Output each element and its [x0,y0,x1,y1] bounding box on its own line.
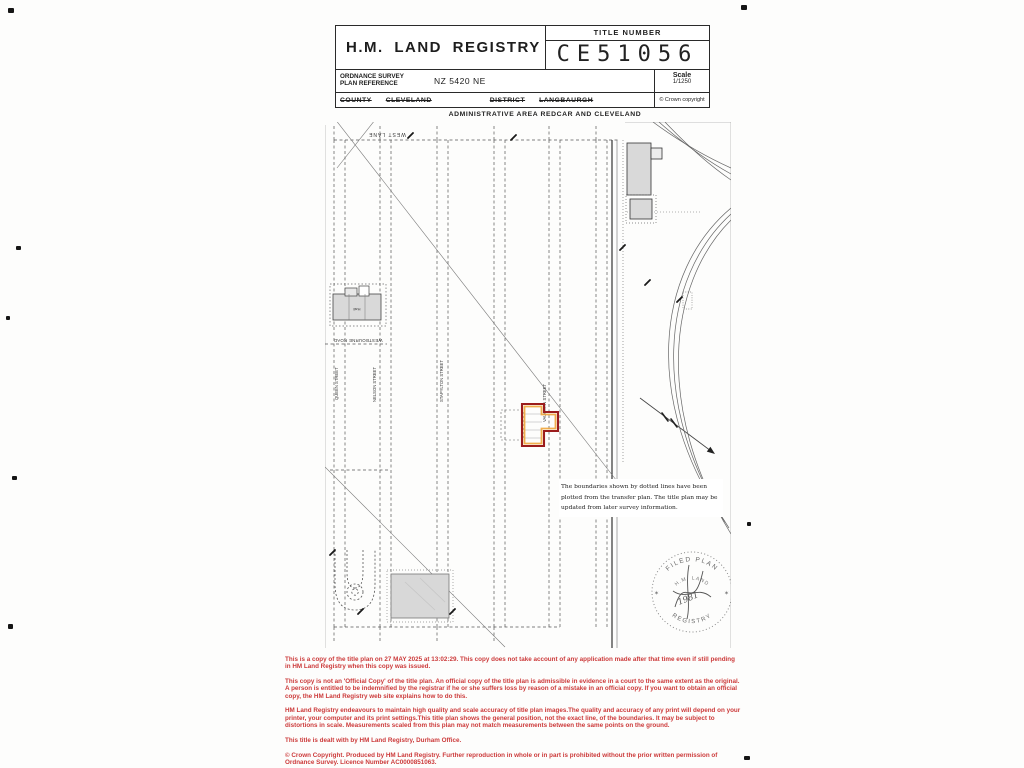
scan-speck [8,624,13,629]
footer-paragraph-crown-copyright: © Crown Copyright. Produced by HM Land Registry. Further reproduction in whole or in part is prohibited without the prior written permission of Ordnance Survey. Licence Number AC0000851063. [285,751,718,766]
org-name: H.M. LAND REGISTRY [346,39,541,56]
county-district-cell [336,93,654,108]
boundary-note: The boundaries shown by dotted lines have been plotted from the transfer plan. The title plan may be updated from later survey information. [559,479,723,517]
svg-text:H.M. LAND [674,575,710,587]
stamp-arc-bottom: REGISTRY [670,612,714,626]
footer-paragraph-accuracy: HM Land Registry endeavours to maintain high quality and scale accuracy of title plan images.The quality and accuracy of any print will depend on your printer, your computer and its print settings.This title plan shows the general position, not the exact line, of the boundaries. It may be subject to distortions in scale. Measurements scaled from this plan may not match measurements between the same points on the ground. [285,707,741,730]
district-label: DISTRICT [489,97,526,104]
scan-speck [16,246,21,250]
scale-cell [654,70,709,92]
roundabout [335,550,375,610]
building-west [330,284,386,326]
county-strikethrough [340,97,432,104]
stamp-arc-mid: H.M. LAND [673,575,711,588]
scan-speck [741,5,747,10]
westbourne-road-label: WESTBOURNE ROAD [333,338,383,343]
county-value: CLEVELAND [385,97,432,104]
street-boundary-lines [325,126,618,642]
footer-paragraph-copy-date: This is a copy of the title plan on 27 MAY 2025 at 13:02:29. This copy does not take account of any application made after that time even if still pending in HM Land Registry when this copy was issued. [285,656,735,671]
footer-paragraph-office: This title is dealt with by HM Land Registry, Durham Office. [285,736,462,744]
scale-value: 1/1250 [672,79,692,85]
parcel-red-outline [522,404,558,446]
title-number-label: TITLE NUMBER [546,26,709,41]
building-label: Hall [353,307,361,312]
svg-text:REGISTRY [671,613,714,626]
crown-copyright-note: © Crown copyright [654,93,709,108]
scan-speck [744,756,750,760]
survey-tick-marks [330,133,682,614]
filed-plan-stamp [652,552,731,632]
railway-curves [653,122,731,534]
scan-speck [8,8,14,13]
footer-warning-text [285,656,741,768]
scan-speck [6,316,10,320]
stamp-arc-top: FILED PLAN [664,556,720,573]
diagonal-survey-lines [325,122,620,647]
west-lane-label: WEST LANE [368,131,406,137]
street-label-1: QUEEN STREET [334,367,339,400]
title-plan-map [325,122,731,650]
scan-speck [12,476,17,480]
title-number-cell [546,26,709,69]
scan-speck [747,522,751,526]
registered-parcel [501,404,558,446]
scale-label: Scale [672,72,692,79]
district-strikethrough [490,97,593,104]
building-block-south [387,570,453,622]
org-name-cell [336,26,546,69]
svg-text:FILED PLAN [665,556,720,573]
district-value: LANGBAURGH [539,97,594,104]
title-number-value: CE51056 [556,42,699,67]
street-label-4: VAUGHAN STREET [542,383,547,422]
street-label-3: STAPYLTON STREET [439,360,444,402]
admin-area-title: ADMINISTRATIVE AREA REDCAR AND CLEVELAND [448,111,642,118]
stamp-star-left: ✶ [654,591,660,597]
os-plan-ref-value: NZ 5420 NE [434,76,486,86]
arrow-annotation [640,398,715,454]
stamp-star-right: ✶ [724,591,730,597]
street-label-2: NELSON STREET [372,367,377,402]
header-table [335,25,710,108]
county-label: COUNTY [340,97,372,104]
stamp-handwritten-date: 1981 [676,590,701,608]
footer-paragraph-official-copy: This copy is not an 'Official Copy' of the title plan. An official copy of the title plan is admissible in evidence in a court to the same extent as the original. A person is entitled to be indemnified by the registrar if he or she suffers loss by reason of a mistake in an official copy. If you want to obtain an official copy, the HM Land Registry web site explains how to do this. [285,678,740,700]
os-plan-ref-label: ORDNANCE SURVEY PLAN REFERENCE [340,73,404,88]
building-northeast [626,143,662,223]
